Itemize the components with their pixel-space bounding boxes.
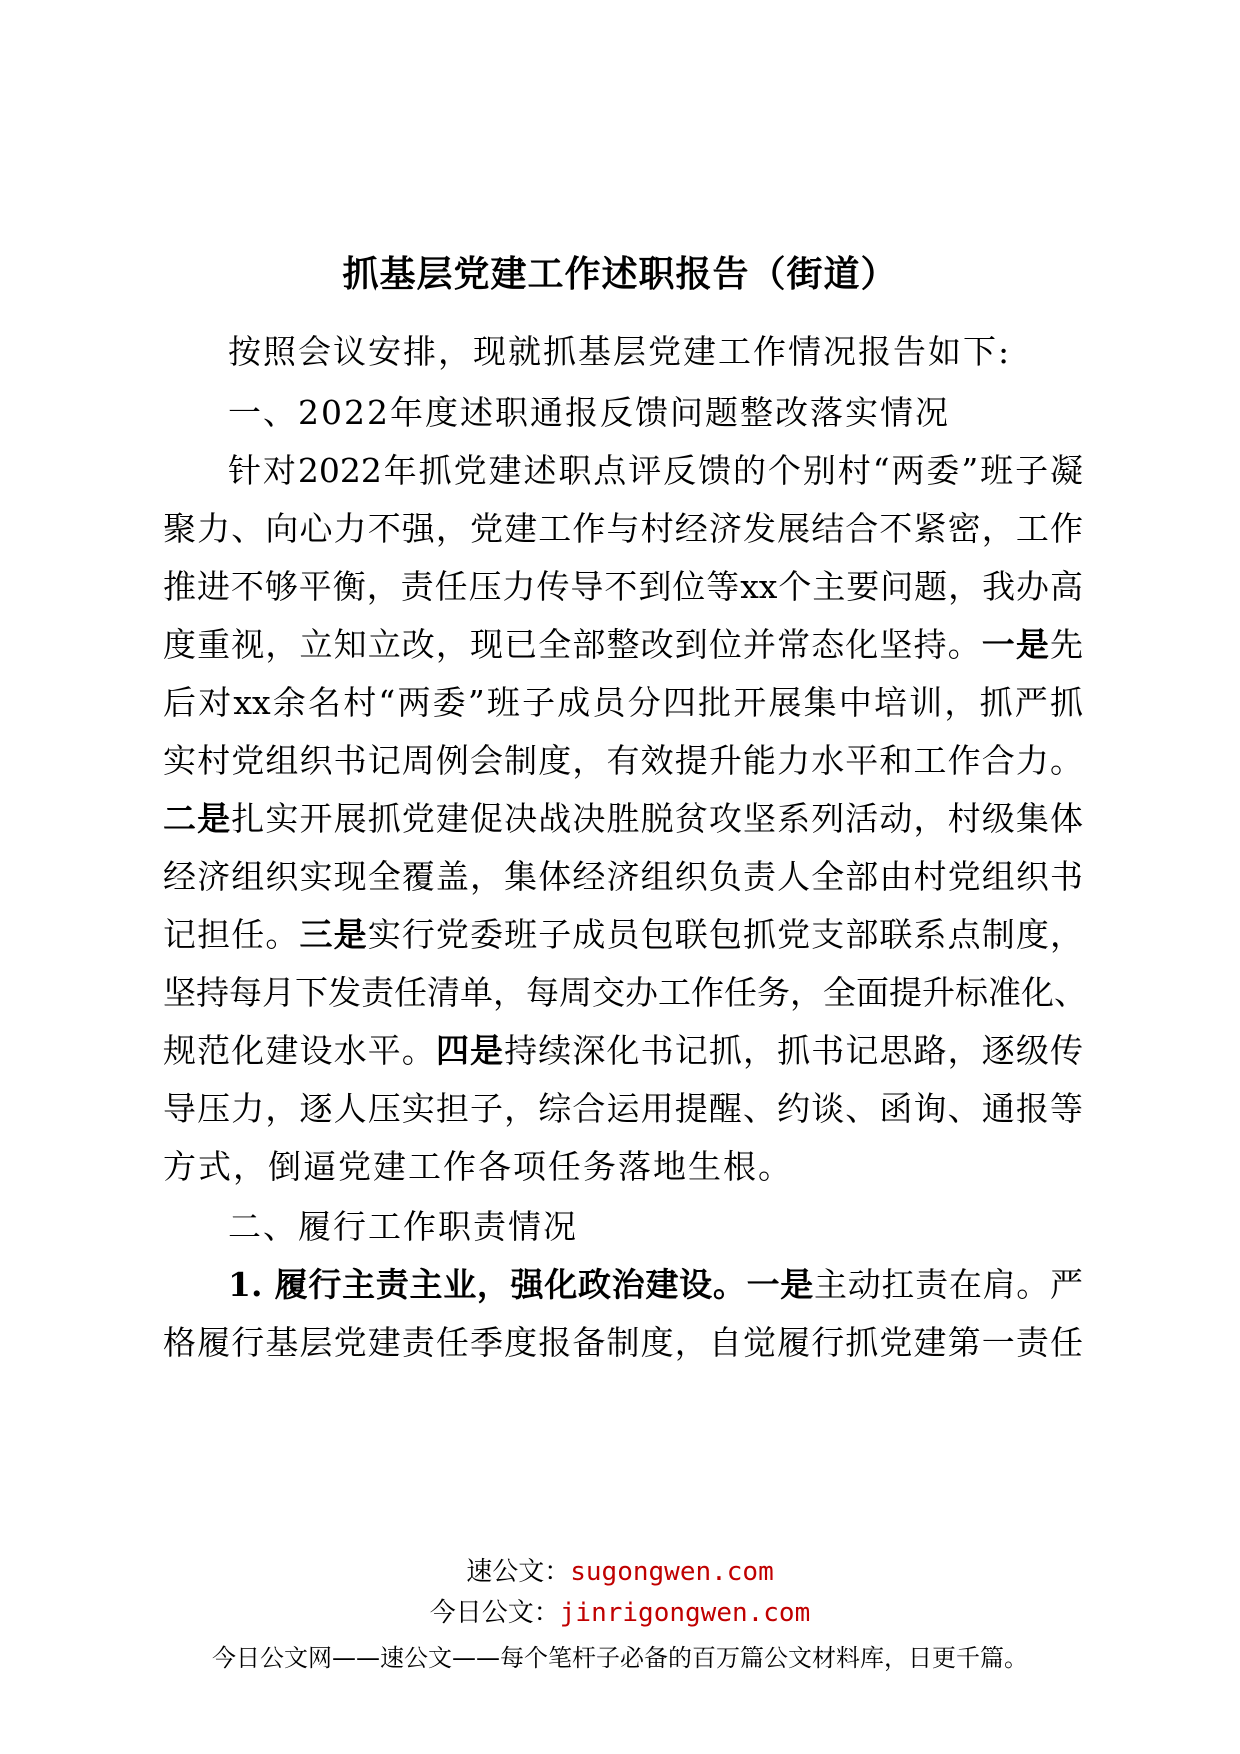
body-line: 后对xx余名村“两委”班子成员分四批开展集中培训，抓严抓: [163, 683, 1083, 722]
body-line: 度重视，立知立改，现已全部整改到位并常态化坚持。一是先: [163, 625, 1084, 664]
body-line: 聚力、向心力不强，党建工作与村经济发展结合不紧密，工作: [163, 509, 1083, 548]
body-line: 二是扎实开展抓党建促决战决胜脱贫攻坚系列活动，村级集体: [163, 799, 1084, 838]
footer-line-sugongwen: [0, 1551, 1240, 1588]
body-line: 规范化建设水平。四是持续深化书记抓，抓书记思路，逐级传: [163, 1031, 1084, 1070]
section-1-heading: 一、2022年度述职通报反馈问题整改落实情况: [228, 393, 950, 432]
body-line: 经济组织实现全覆盖，集体经济组织负责人全部由村党组织书: [163, 857, 1083, 896]
body-line: 方式，倒逼党建工作各项任务落地生根。: [163, 1147, 793, 1186]
footer-link-sugongwen[interactable]: sugongwen.com: [570, 1557, 774, 1587]
footer-tagline: 今日公文网——速公文——每个笔杆子必备的百万篇公文材料库，日更千篇。: [212, 1644, 1028, 1672]
emphasis-fourth: 四是: [435, 1031, 505, 1070]
emphasis-third: 三是: [299, 915, 368, 954]
body-line: 实村党组织书记周例会制度，有效提升能力水平和工作合力。: [163, 741, 1083, 780]
emphasis-first: 一是: [981, 625, 1051, 664]
footer-label: 速公文：: [466, 1557, 571, 1587]
footer-link-jinrigongwen[interactable]: jinrigongwen.com: [559, 1598, 811, 1628]
section-2-heading: 二、履行工作职责情况: [228, 1207, 578, 1246]
body-line: 推进不够平衡，责任压力传导不到位等xx个主要问题，我办高: [163, 567, 1083, 606]
subheading-1: 1. 履行主责主业，强化政治建设。: [228, 1265, 747, 1304]
intro-paragraph: 按照会议安排，现就抓基层党建工作情况报告如下:: [228, 332, 1012, 371]
emphasis-first: 一是: [746, 1265, 815, 1304]
emphasis-second: 二是: [163, 799, 232, 838]
body-line: 记担任。三是实行党委班子成员包联包抓党支部联系点制度，: [163, 915, 1084, 954]
footer-label: 今日公文：: [429, 1598, 560, 1628]
body-line: 格履行基层党建责任季度报备制度，自觉履行抓党建第一责任: [163, 1323, 1083, 1362]
document-title: 抓基层党建工作述职报告（街道）: [342, 253, 898, 295]
footer-line-jinrigongwen: [0, 1592, 1240, 1629]
body-line: 1. 履行主责主业，强化政治建设。一是主动扛责在肩。严: [228, 1265, 1083, 1304]
body-line: 针对2022年抓党建述职点评反馈的个别村“两委”班子凝: [228, 451, 1083, 490]
body-line: 坚持每月下发责任清单，每周交办工作任务，全面提升标准化、: [163, 973, 1087, 1012]
body-line: 导压力，逐人压实担子，综合运用提醒、约谈、函询、通报等: [163, 1089, 1083, 1128]
